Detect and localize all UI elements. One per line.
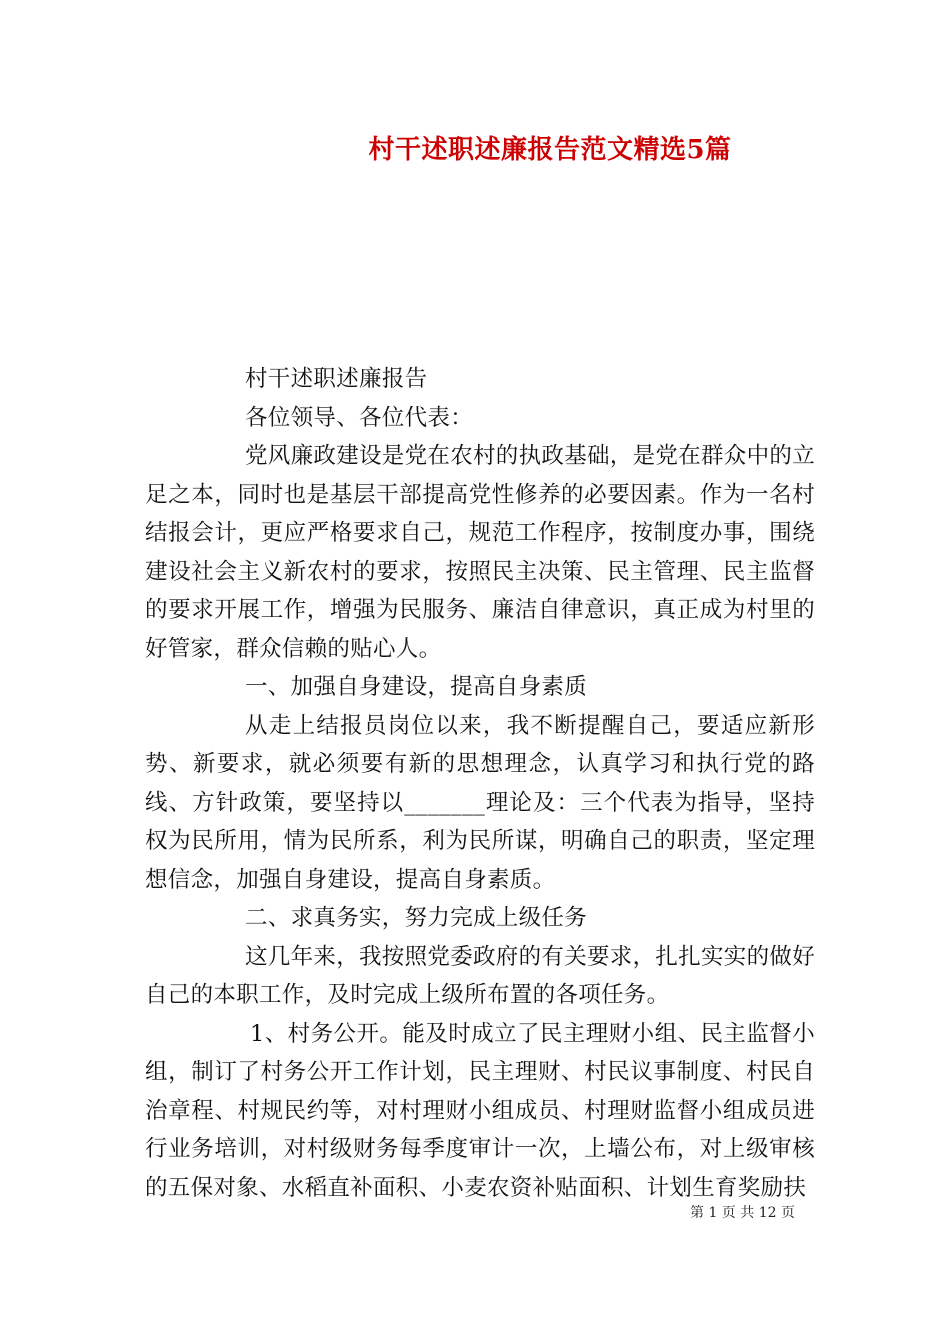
salutation: 各位领导、各位代表： — [245, 404, 474, 431]
document-title: 村干述职述廉报告范文精选5篇 — [368, 135, 732, 165]
paragraph-item-1: 1、村务公开。能及时成立了民主理财小组、民主监督小组，制订了村务公开工作计划，民主理财、村民议事制度、村民自治章程、村规民约等，对村理财小组成员、村理财监督小组成员进行业务培训，对村级财务每季度审计一次，上墙公布，对上级审核的五保对象、水稻直补面积、小麦农资补贴面积、计划生育奖励扶 — [145, 1020, 815, 1201]
section-heading-1: 一、加强自身建设，提高自身素质 — [245, 674, 588, 700]
section-heading-2: 二、求真务实，努力完成上级任务 — [245, 905, 588, 931]
paragraph-section-2: 这几年来，我按照党委政府的有关要求，扎扎实实的做好自己的本职工作，及时完成上级所布置的各项任务。 — [145, 943, 816, 1008]
paragraph-section-1: 从走上结报员岗位以来，我不断提醒自己，要适应新形势、新要求，就必须要有新的思想理念，认真学习和执行党的路线、方针政策，要坚持以_______理论及：三个代表为指导，坚持权为民所用，情为民所系，利为民所谋，明确自己的职责，坚定理想信念，加强自身建设，提高自身素质。 — [145, 712, 815, 893]
paragraph-intro: 党风廉政建设是党在农村的执政基础，是党在群众中的立足之本，同时也是基层干部提高党性修养的必要因素。作为一名村结报会计，更应严格要求自己，规范工作程序，按制度办事，围绕建设社会主义新农村的要求，按照民主决策、民主管理、民主监督的要求开展工作，增强为民服务、廉洁自律意识，真正成为村里的好管家，群众信赖的贴心人。 — [145, 443, 816, 662]
page-number: 第 1 页 共 12 页 — [690, 1205, 795, 1221]
report-heading: 村干述职述廉报告 — [245, 366, 428, 392]
document-body — [145, 360, 815, 1207]
